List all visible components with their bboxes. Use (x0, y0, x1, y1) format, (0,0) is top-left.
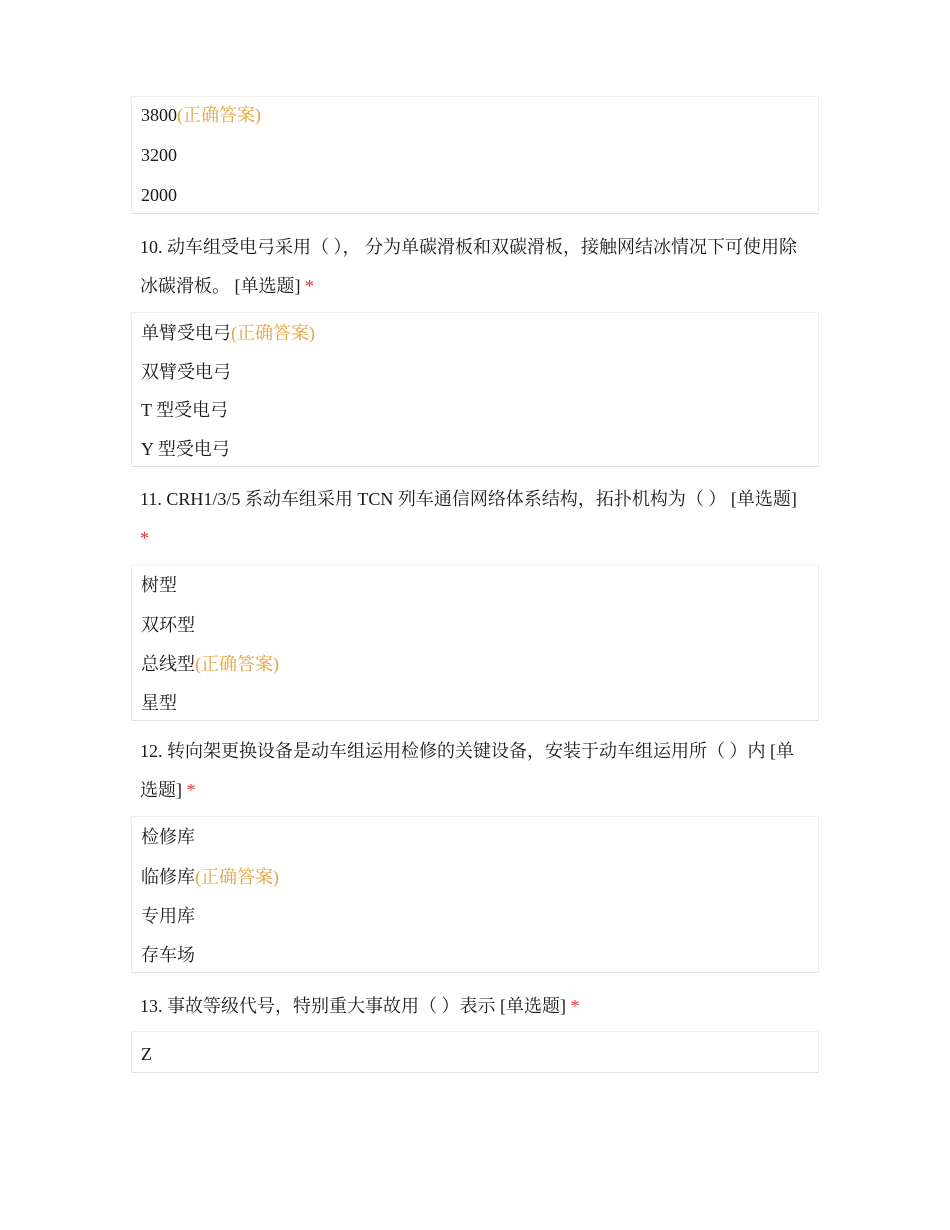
option-label: 总线型 (141, 654, 195, 674)
correct-answer-tag: (正确答案) (177, 105, 261, 125)
option-tree (141, 565, 818, 604)
question-13 (131, 987, 810, 1031)
question-text: 10. 动车组受电弓采用（ ）， 分为单碳滑板和双碳滑板，接触网结冰情况下可使用除冰碳滑板。 [单选题] (140, 237, 797, 296)
required-mark: * (186, 780, 196, 800)
options-q10 (131, 312, 819, 467)
option-temporary-repair-shed (141, 856, 818, 895)
option-label: Y 型受电弓 (141, 439, 230, 459)
option-storage-yard (141, 934, 818, 972)
question-text: 11. CRH1/3/5 系动车组采用 TCN 列车通信网络体系结构，拓扑机构为（ ） [单选题] (140, 489, 797, 509)
option-label: 单臂受电弓 (141, 323, 231, 343)
option-label: 临修库 (141, 867, 195, 887)
option-double-arm (141, 352, 818, 390)
correct-answer-tag: (正确答案) (231, 323, 315, 343)
option-y-type (141, 429, 818, 466)
option-label: 星型 (141, 693, 177, 713)
required-mark: * (570, 996, 580, 1016)
option-double-ring (141, 604, 818, 643)
options-q11 (131, 564, 819, 721)
option-label: 2000 (141, 185, 177, 205)
question-10 (131, 228, 810, 312)
option-single-arm (141, 313, 818, 352)
option-bus (141, 643, 818, 682)
option-3200 (141, 136, 818, 175)
option-3800 (141, 97, 818, 136)
option-label: 专用库 (141, 906, 195, 926)
option-label: 检修库 (141, 827, 195, 847)
correct-answer-tag: (正确答案) (195, 654, 279, 674)
option-label: Z (141, 1044, 152, 1064)
option-star (141, 682, 818, 720)
option-2000 (141, 175, 818, 213)
option-maintenance-shed (141, 817, 818, 856)
survey-page (131, 96, 819, 1073)
option-label: 3800 (141, 105, 177, 125)
option-label: 存车场 (141, 945, 195, 965)
question-12 (131, 732, 810, 816)
question-11 (131, 480, 810, 564)
option-dedicated-shed (141, 895, 818, 934)
correct-answer-tag: (正确答案) (195, 867, 279, 887)
option-label: 树型 (141, 575, 177, 595)
question-text: 12. 转向架更换设备是动车组运用检修的关键设备，安装于动车组运用所（ ）内 [单选题] (140, 741, 794, 800)
option-z (141, 1032, 818, 1072)
option-label: T 型受电弓 (141, 400, 229, 420)
required-mark: * (140, 528, 149, 548)
required-mark: * (305, 276, 314, 296)
option-label: 3200 (141, 145, 177, 165)
option-label: 双环型 (141, 615, 195, 635)
option-label: 双臂受电弓 (141, 362, 231, 382)
question-text: 13. 事故等级代号，特别重大事故用（ ）表示 [单选题] (140, 996, 566, 1016)
options-q13 (131, 1031, 819, 1073)
options-q9 (131, 96, 819, 214)
option-t-type (141, 390, 818, 429)
options-q12 (131, 816, 819, 973)
